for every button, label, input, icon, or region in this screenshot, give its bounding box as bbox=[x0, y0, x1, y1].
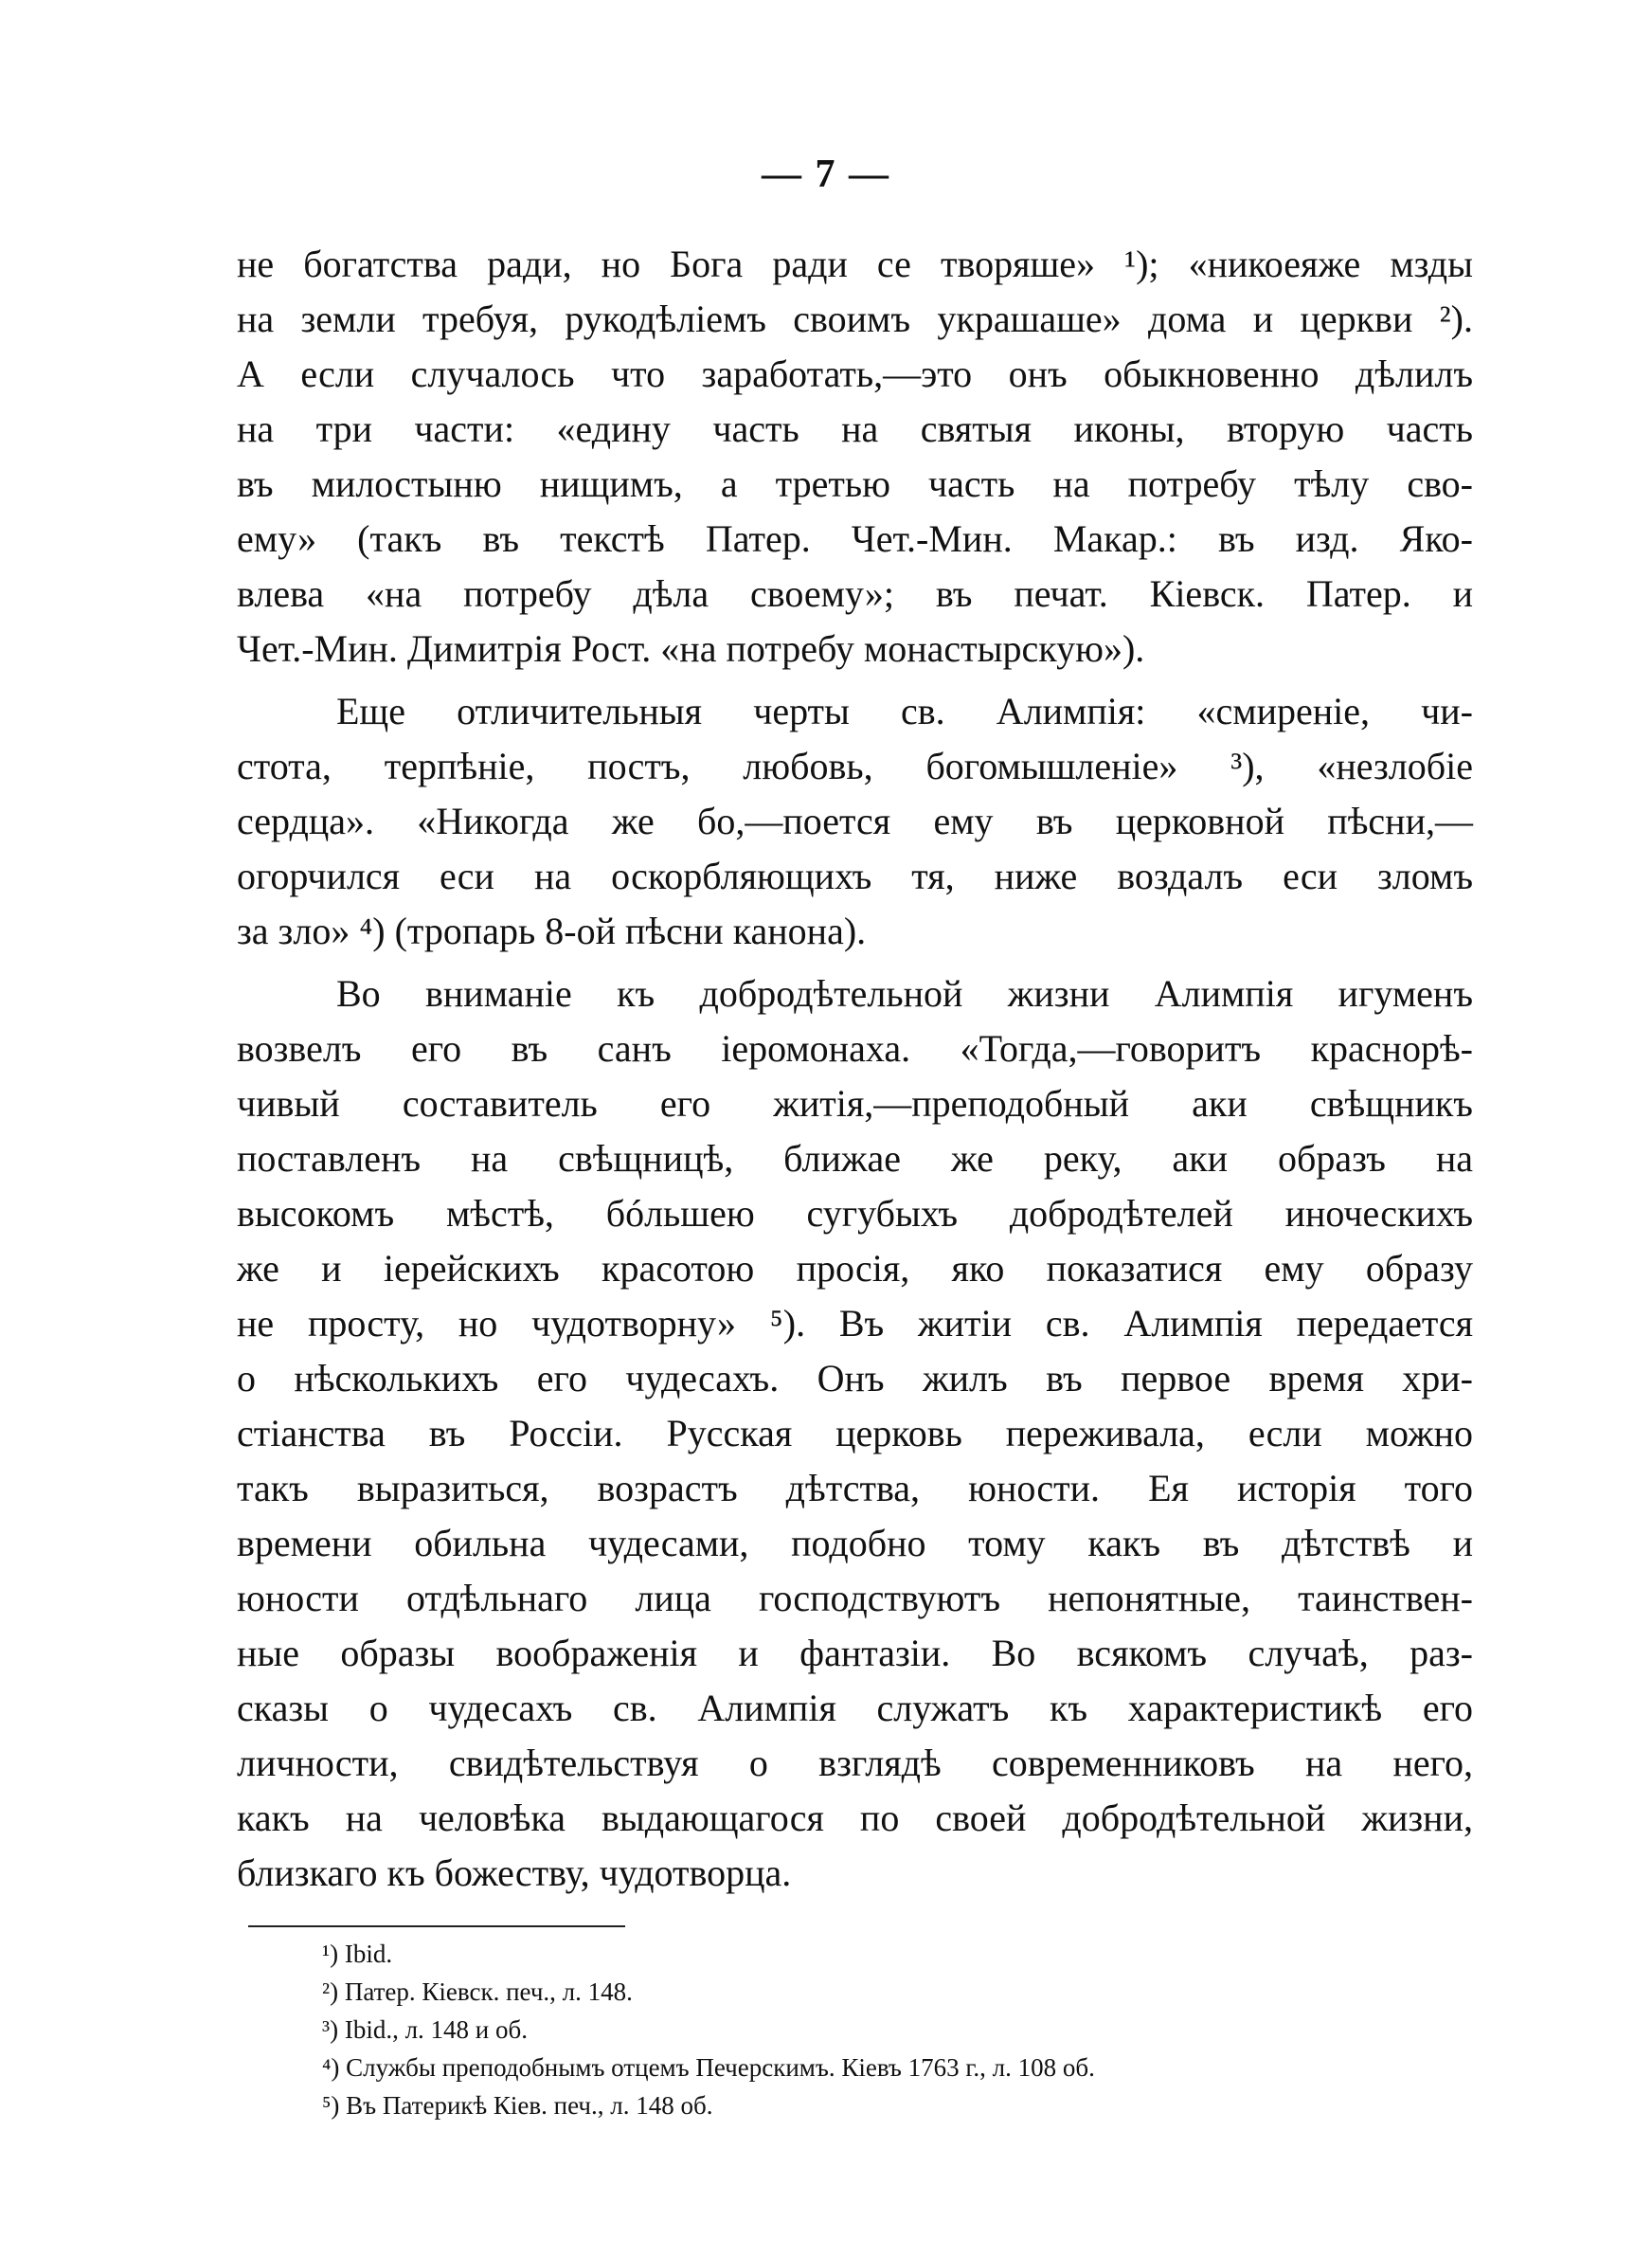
text-line: близкаго къ божеству, чудотворца. bbox=[237, 1851, 792, 1894]
text-line: поставленъ на свѣщницѣ, ближае же реку, аки образъ на bbox=[237, 1137, 1473, 1180]
text-line: Еще отличительныя черты св. Алимпія: «смиреніе, чи- bbox=[336, 690, 1473, 732]
paragraph-gap bbox=[237, 677, 1473, 684]
text-line: ные образы воображенія и фантазіи. Во всякомъ случаѣ, раз- bbox=[237, 1632, 1473, 1674]
text-line: А если случалось что заработать,—это онъ обыкновенно дѣлилъ bbox=[237, 352, 1473, 395]
text-line: на три части: «едину часть на святыя иконы, вторую часть bbox=[237, 407, 1473, 450]
text-line: сказы о чудесахъ св. Алимпія служатъ къ характеристикѣ его bbox=[237, 1687, 1473, 1729]
text-line: стіанства въ Россіи. Русская церковь переживала, если можно bbox=[237, 1412, 1473, 1454]
footnote-4: ⁴) Службы преподобнымъ отцемъ Печерскимъ. Кіевъ 1763 г., л. 108 об. bbox=[322, 2053, 1095, 2082]
text-line: ему» (такъ въ текстѣ Патер. Чет.-Мин. Макар.: въ изд. Яко- bbox=[237, 517, 1473, 560]
text-line: стота, терпѣніе, постъ, любовь, богомышленіе» ³), «незлобіе bbox=[237, 745, 1473, 787]
text-line: о нѣсколькихъ его чудесахъ. Онъ жилъ въ первое время хри- bbox=[237, 1357, 1473, 1399]
text-line: въ милостыню нищимъ, а третью часть на потребу тѣлу сво- bbox=[237, 462, 1473, 505]
paragraph-3 bbox=[237, 966, 1473, 1901]
footnote-divider bbox=[248, 1925, 625, 1927]
text-line: возвелъ его въ санъ іеромонаха. «Тогда,—говоритъ краснорѣ- bbox=[237, 1027, 1473, 1070]
text-line: какъ на человѣка выдающагося по своей добродѣтельной жизни, bbox=[237, 1797, 1473, 1839]
text-line: Во вниманіе къ добродѣтельной жизни Алимпія игуменъ bbox=[336, 972, 1473, 1015]
text-line: сердца». «Никогда же бо,—поется ему въ церковной пѣсни,— bbox=[237, 800, 1473, 842]
page-number: — 7 — bbox=[762, 153, 890, 196]
footnote-2: ²) Патер. Кіевск. печ., л. 148. bbox=[322, 1977, 633, 2006]
paragraph-gap bbox=[237, 959, 1473, 966]
text-line: не богатства ради, но Бога ради се творяше» ¹); «никоеяже мзды bbox=[237, 243, 1473, 285]
text-line: времени обильна чудесами, подобно тому какъ въ дѣтствѣ и bbox=[237, 1522, 1473, 1564]
text-line: огорчился еси на оскорбляющихъ тя, ниже воздалъ еси зломъ bbox=[237, 855, 1473, 897]
text-line: такъ выразиться, возрастъ дѣтства, юности. Ея исторія того bbox=[237, 1467, 1473, 1509]
text-line: юности отдѣльнаго лица господствуютъ непонятные, таинствен- bbox=[237, 1577, 1473, 1619]
footnote-3: ³) Ibid., л. 148 и об. bbox=[322, 2015, 528, 2044]
text-line: же и іерейскихъ красотою просія, яко показатися ему образу bbox=[237, 1247, 1473, 1290]
main-text bbox=[237, 237, 1473, 1901]
text-line: Чет.-Мин. Димитрія Рост. «на потребу монастырскую»). bbox=[237, 627, 1145, 670]
text-line: чивый составитель его житія,—преподобный аки свѣщникъ bbox=[237, 1082, 1473, 1125]
paragraph-2 bbox=[237, 684, 1473, 959]
footnote-1: ¹) Ibid. bbox=[322, 1940, 393, 1968]
text-line: не просту, но чудотворну» ⁵). Въ житіи св. Алимпія передается bbox=[237, 1302, 1473, 1345]
paragraph-1 bbox=[237, 237, 1473, 677]
text-line: личности, свидѣтельствуя о взглядѣ современниковъ на него, bbox=[237, 1742, 1473, 1784]
text-line: высокомъ мѣстѣ, бóльшею сугубыхъ добродѣтелей иноческихъ bbox=[237, 1192, 1473, 1235]
footnote-5: ⁵) Въ Патерикѣ Кіев. печ., л. 148 об. bbox=[322, 2091, 713, 2120]
text-line: за зло» ⁴) (тропарь 8-ой пѣсни канона). bbox=[237, 910, 867, 952]
text-line: на земли требуя, рукодѣліемъ своимъ украшаше» дома и церкви ²). bbox=[237, 298, 1473, 340]
text-line: влева «на потребу дѣла своему»; въ печат. Кіевск. Патер. и bbox=[237, 572, 1473, 615]
footnotes bbox=[322, 1935, 1440, 2124]
